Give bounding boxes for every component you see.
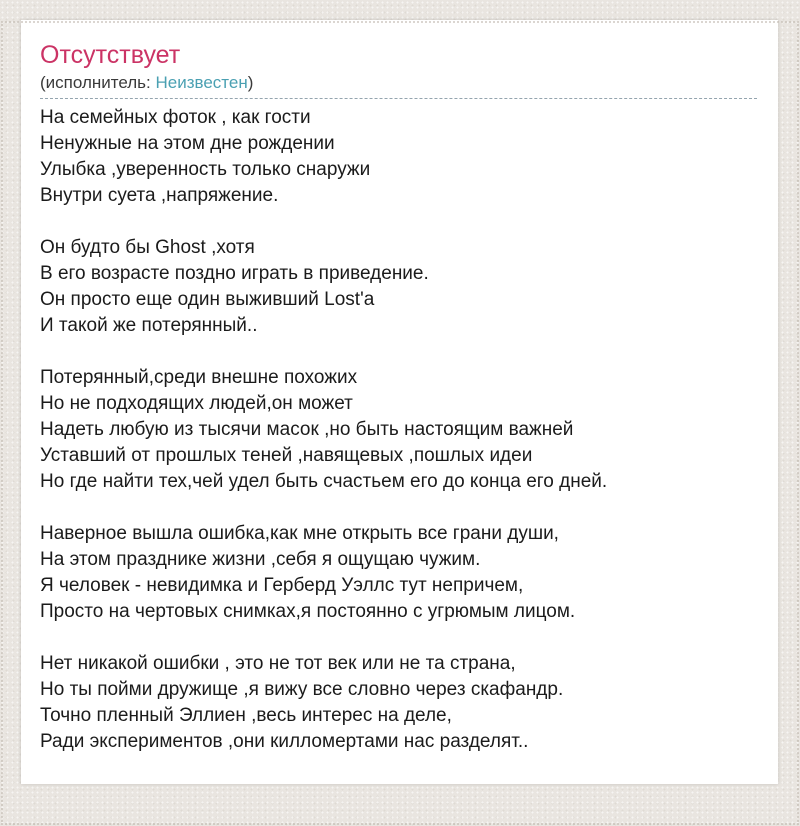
lyric-line: Просто на чертовых снимках,я постоянно с угрюмым лицом. <box>40 601 576 622</box>
lyric-line: Точно пленный Эллиен ,весь интерес на деле, <box>40 705 452 726</box>
lyric-line: Улыбка ,уверенность только снаружи <box>40 159 371 180</box>
page-title: Отсутствует <box>40 41 181 69</box>
lyric-line: В его возрасте поздно играть в приведение. <box>40 263 429 284</box>
lyric-line: Наверное вышла ошибка,как мне открыть все грани души, <box>40 523 559 544</box>
header <box>21 20 778 98</box>
lyric-line: Надеть любую из тысячи масок ,но быть настоящим важней <box>40 419 574 440</box>
lyric-line: Ради экспериментов ,они килломертами нас разделят.. <box>40 731 529 752</box>
lyric-line: И такой же потерянный.. <box>40 315 258 336</box>
lyric-line: Но где найти тех,чей удел быть счастьем его до конца его дней. <box>40 471 608 492</box>
stanza <box>40 651 758 755</box>
lyric-line: Я человек - невидимка и Герберд Уэллс тут непричем, <box>40 575 524 596</box>
artist-line <box>40 72 758 93</box>
lyric-line: На семейных фоток , как гости <box>40 107 311 128</box>
lyric-line: Нет никакой ошибки , это не тот век или не та страна, <box>40 653 516 674</box>
lyric-line: Ненужные на этом дне рождении <box>40 133 335 154</box>
lyric-line: Внутри суета ,напряжение. <box>40 185 279 206</box>
stanza <box>40 521 758 625</box>
lyric-line: Он просто еще один выживший Lost'a <box>40 289 375 310</box>
artist-label-open: (исполнитель: <box>40 73 156 92</box>
lyric-line: Но не подходящих людей,он может <box>40 393 353 414</box>
lyric-line: Уставший от прошлых теней ,навящевых ,пошлых идеи <box>40 445 533 466</box>
lyric-line: На этом празднике жизни ,себя я ощущаю чужим. <box>40 549 481 570</box>
page-background <box>0 20 800 826</box>
artist-link[interactable]: Неизвестен <box>155 73 248 92</box>
stanza <box>40 105 758 209</box>
artist-label-close: ) <box>247 73 254 92</box>
lyric-line: Потерянный,среди внешне похожих <box>40 367 358 388</box>
lyrics-card <box>21 20 778 784</box>
stanza <box>40 365 758 495</box>
lyrics <box>21 105 778 755</box>
header-divider <box>40 98 757 99</box>
lyric-line: Он будто бы Ghost ,хотя <box>40 237 255 258</box>
lyric-line: Но ты пойми дружище ,я вижу все словно через скафандр. <box>40 679 564 700</box>
stanza <box>40 235 758 339</box>
